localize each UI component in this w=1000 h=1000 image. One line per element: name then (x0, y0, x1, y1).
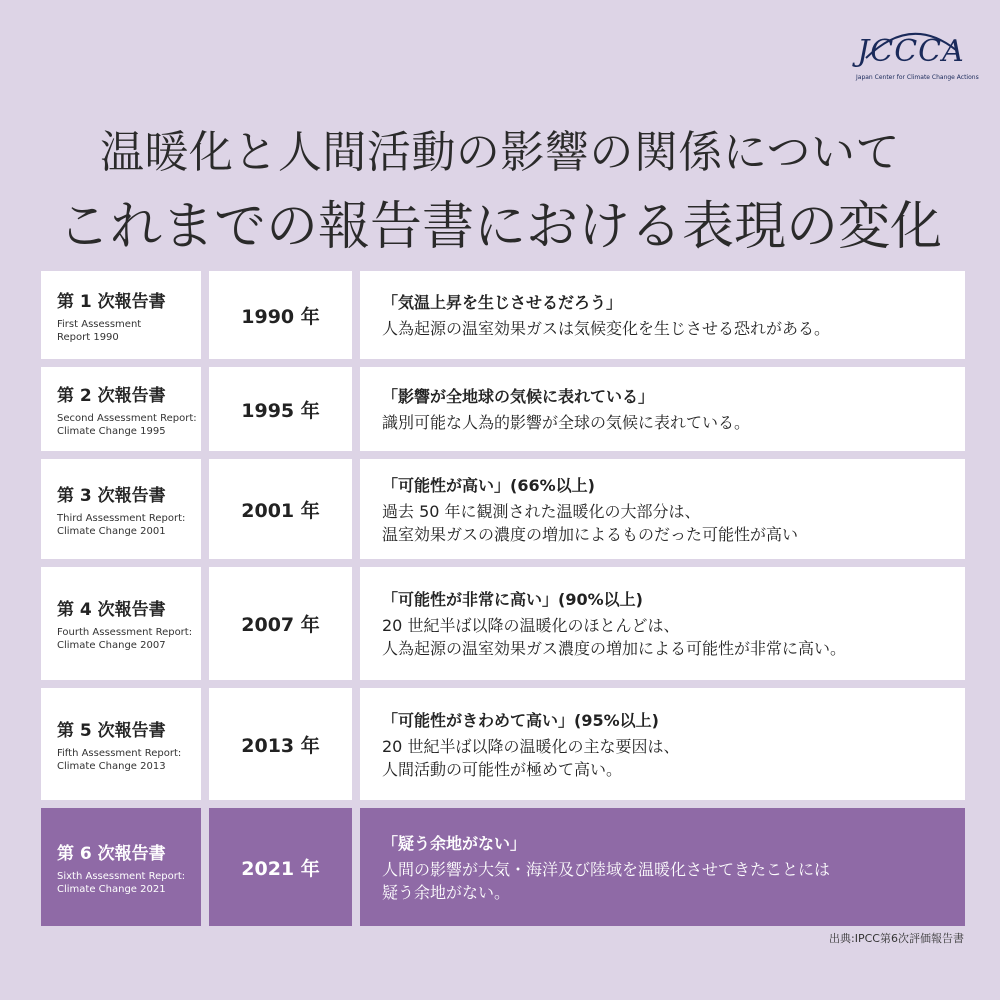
report-name-en: Fourth Assessment Report: Climate Change 2007 (57, 627, 193, 651)
report-description: 20 世紀半ば以降の温暖化のほとんどは、 人為起源の温室効果ガス濃度の増加による可能性が非常に高い。 (382, 616, 847, 658)
report-expression-cell (360, 808, 965, 926)
report-name-cell (41, 567, 201, 680)
table-row (41, 459, 965, 559)
table-row (41, 367, 965, 451)
report-name-en: Second Assessment Report: Climate Change 1995 (57, 412, 197, 437)
report-expression-cell (360, 367, 965, 451)
report-name-en: First Assessment Report 1990 (57, 318, 142, 343)
report-year: 2021 年 (209, 808, 352, 926)
report-quote: 「可能性がきわめて高い」(95%以上) (382, 710, 659, 730)
report-quote: 「可能性が非常に高い」(90%以上) (382, 590, 643, 609)
report-year: 2001 年 (209, 459, 352, 559)
report-year: 1990 年 (209, 271, 352, 359)
table-row (41, 271, 965, 359)
table-row (41, 688, 965, 800)
report-name-en: Third Assessment Report: Climate Change 2001 (57, 512, 186, 537)
report-name-jp: 第 2 次報告書 (57, 385, 166, 406)
jccca-logo (856, 20, 979, 90)
report-quote: 「可能性が高い」(66%以上) (382, 475, 595, 495)
report-expression-cell (360, 688, 965, 800)
page-title-line2: これまでの報告書における表現の変化 (57, 197, 942, 257)
report-description: 人間の影響が大気・海洋及び陸域を温暖化させてきたことには 疑う余地がない。 (382, 859, 831, 902)
report-quote: 「気温上昇を生じさせるだろう」 (382, 293, 623, 312)
report-description: 人為起源の温室効果ガスは気候変化を生じさせる恐れがある。 (382, 319, 831, 338)
report-name-cell (41, 271, 201, 359)
report-name-en: Fifth Assessment Report: Climate Change 2013 (57, 747, 182, 772)
report-name-jp: 第 5 次報告書 (57, 720, 166, 741)
report-name-jp: 第 3 次報告書 (57, 485, 166, 506)
report-year: 2007 年 (209, 567, 352, 680)
report-name-cell (41, 459, 201, 559)
report-description: 識別可能な人為的影響が全球の気候に表れている。 (382, 413, 751, 432)
report-name-cell (41, 808, 201, 926)
report-year: 2013 年 (209, 688, 352, 800)
report-expression-cell (360, 271, 965, 359)
table-row (41, 567, 965, 680)
report-expression-cell (360, 459, 965, 559)
page-title-line1: 温暖化と人間活動の影響の関係について (99, 127, 901, 178)
report-quote: 「疑う余地がない」 (382, 833, 527, 853)
logo-subtitle: Japan Center for Climate Change Actions (856, 74, 979, 81)
table-row-highlighted (41, 808, 965, 926)
report-description: 20 世紀半ば以降の温暖化の主な要因は、 人間活動の可能性が極めて高い。 (382, 736, 680, 779)
report-expression-cell (360, 567, 965, 680)
reports-table (41, 271, 965, 934)
report-description: 過去 50 年に観測された温暖化の大部分は、 温室効果ガスの濃度の増加によるものだった可能性が高い (382, 501, 799, 544)
report-name-en: Sixth Assessment Report: Climate Change 2021 (57, 870, 186, 895)
logo-text: JCCCA (857, 34, 965, 69)
report-name-cell (41, 367, 201, 451)
source-note: 出典:IPCC第6次評価報告書 (829, 932, 964, 945)
report-name-jp: 第 1 次報告書 (57, 291, 166, 312)
report-name-jp: 第 4 次報告書 (57, 600, 166, 620)
report-quote: 「影響が全地球の気候に表れている」 (382, 387, 655, 406)
report-year: 1995 年 (209, 367, 352, 451)
report-name-cell (41, 688, 201, 800)
report-name-jp: 第 6 次報告書 (57, 843, 166, 864)
